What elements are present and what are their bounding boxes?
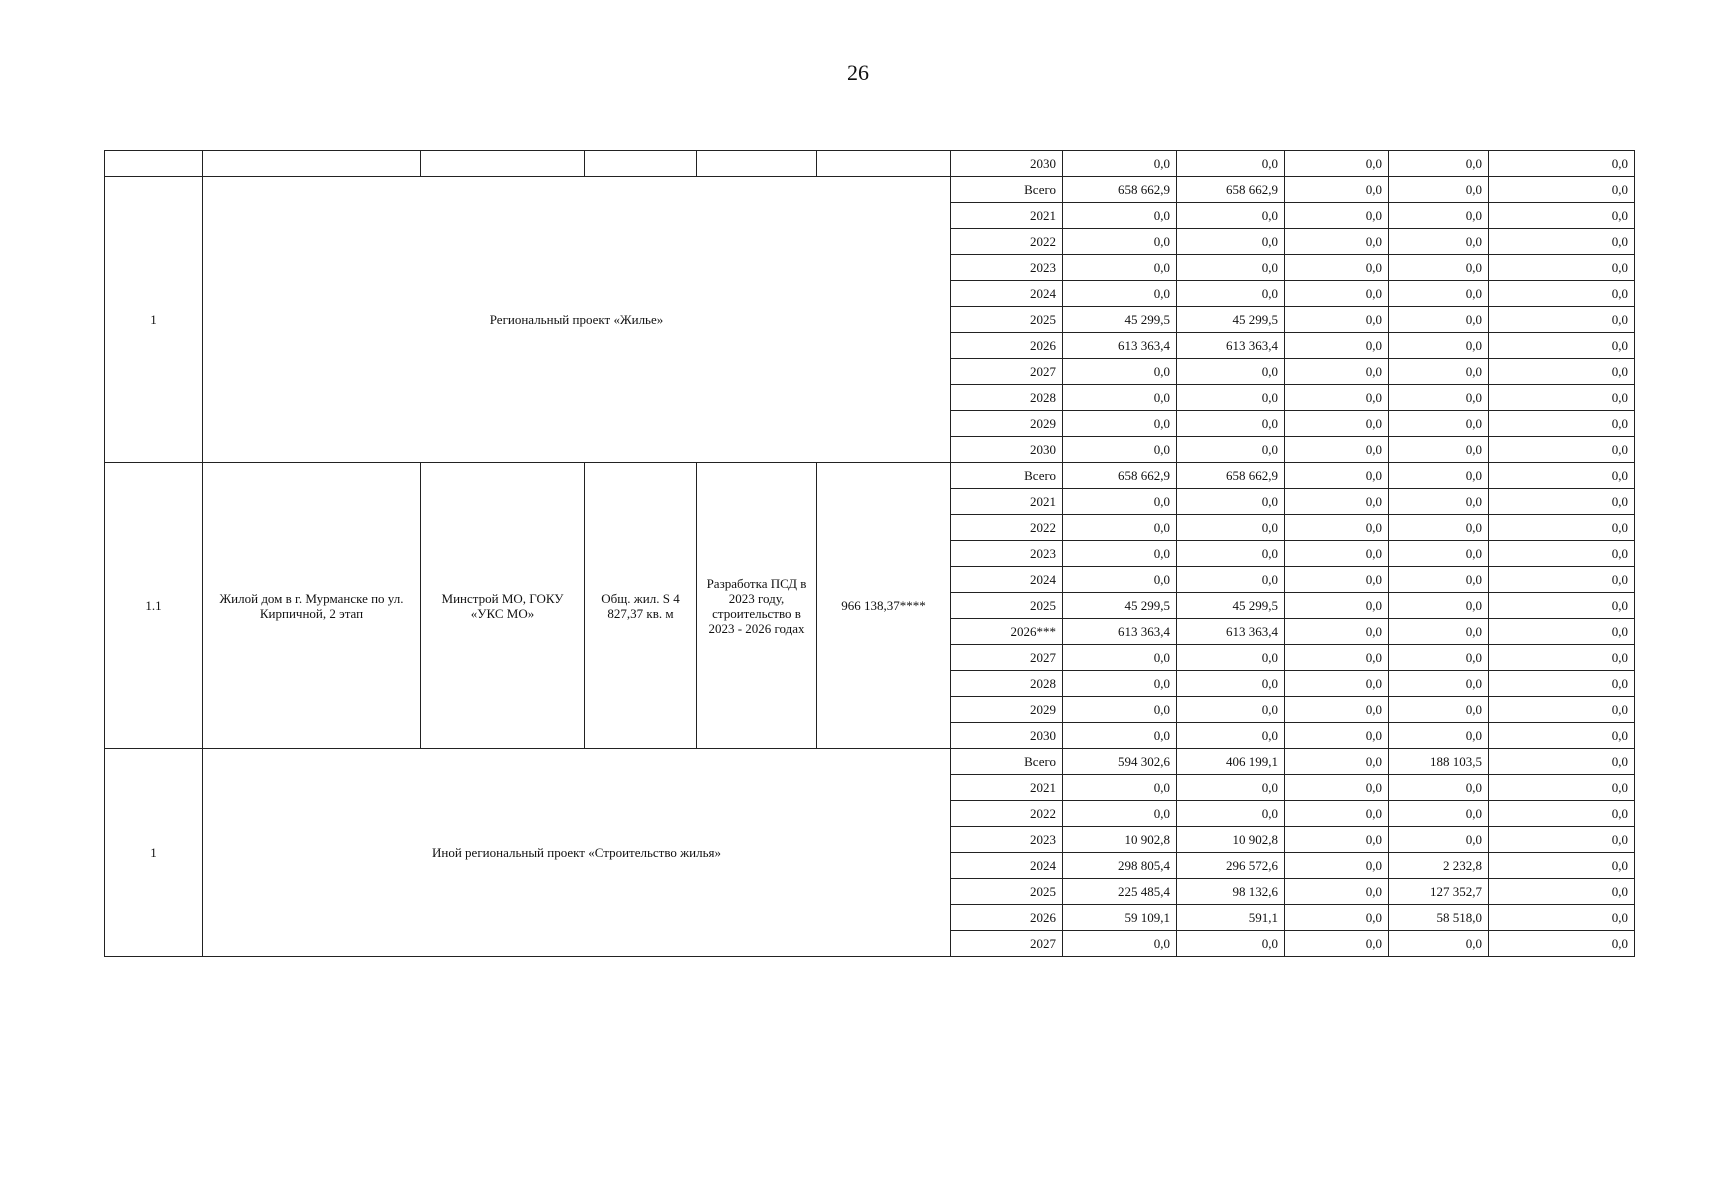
- amount-cell: 0,0: [1489, 697, 1635, 723]
- amount-cell: 45 299,5: [1063, 593, 1177, 619]
- amount-cell: 0,0: [1489, 671, 1635, 697]
- year-cell: 2021: [951, 489, 1063, 515]
- amount-cell: 0,0: [1389, 697, 1489, 723]
- year-cell: 2030: [951, 437, 1063, 463]
- amount-cell: 0,0: [1285, 333, 1389, 359]
- amount-cell: 0,0: [1389, 333, 1489, 359]
- amount-cell: 0,0: [1177, 931, 1285, 957]
- executor: Минстрой МО, ГОКУ «УКС МО»: [421, 463, 585, 749]
- amount-cell: 0,0: [1489, 489, 1635, 515]
- year-cell: 2026: [951, 905, 1063, 931]
- row-number: 1: [105, 749, 203, 957]
- amount-cell: 0,0: [1285, 307, 1389, 333]
- amount-cell: 0,0: [1285, 255, 1389, 281]
- construction-period: Разработка ПСД в 2023 году, строительство в 2023 - 2026 годах: [697, 463, 817, 749]
- amount-cell: 0,0: [1177, 411, 1285, 437]
- amount-cell: 0,0: [1489, 203, 1635, 229]
- amount-cell: 0,0: [1063, 645, 1177, 671]
- amount-cell: 0,0: [1489, 307, 1635, 333]
- amount-cell: 0,0: [1285, 723, 1389, 749]
- amount-cell: 0,0: [1389, 645, 1489, 671]
- amount-cell: 0,0: [1489, 567, 1635, 593]
- amount-cell: 0,0: [1177, 515, 1285, 541]
- year-cell: 2022: [951, 801, 1063, 827]
- amount-cell: 0,0: [1389, 827, 1489, 853]
- amount-cell: 10 902,8: [1063, 827, 1177, 853]
- amount-cell: 0,0: [1489, 177, 1635, 203]
- amount-cell: 0,0: [1389, 411, 1489, 437]
- amount-cell: 658 662,9: [1063, 463, 1177, 489]
- empty-cell: [585, 151, 697, 177]
- amount-cell: 0,0: [1489, 619, 1635, 645]
- amount-cell: 0,0: [1489, 775, 1635, 801]
- year-cell: 2021: [951, 775, 1063, 801]
- amount-cell: 0,0: [1389, 723, 1489, 749]
- amount-cell: 0,0: [1063, 697, 1177, 723]
- amount-cell: 0,0: [1285, 853, 1389, 879]
- amount-cell: 0,0: [1285, 827, 1389, 853]
- amount-cell: 0,0: [1489, 931, 1635, 957]
- amount-cell: 0,0: [1489, 541, 1635, 567]
- year-cell: 2022: [951, 229, 1063, 255]
- amount-cell: 0,0: [1489, 827, 1635, 853]
- year-cell: 2029: [951, 411, 1063, 437]
- amount-cell: 0,0: [1063, 385, 1177, 411]
- project-row: [105, 177, 1635, 203]
- amount-cell: 0,0: [1063, 541, 1177, 567]
- year-cell: 2025: [951, 307, 1063, 333]
- amount-cell: 0,0: [1389, 489, 1489, 515]
- amount-cell: 0,0: [1489, 359, 1635, 385]
- amount-cell: 0,0: [1285, 879, 1389, 905]
- amount-cell: 0,0: [1063, 359, 1177, 385]
- amount-cell: 0,0: [1177, 255, 1285, 281]
- amount-cell: 0,0: [1063, 671, 1177, 697]
- amount-cell: 0,0: [1389, 801, 1489, 827]
- amount-cell: 0,0: [1489, 593, 1635, 619]
- amount-cell: 0,0: [1177, 203, 1285, 229]
- amount-cell: 0,0: [1177, 385, 1285, 411]
- year-cell: 2023: [951, 541, 1063, 567]
- amount-cell: 0,0: [1285, 151, 1389, 177]
- row-number: 1.1: [105, 463, 203, 749]
- amount-cell: 0,0: [1285, 463, 1389, 489]
- amount-cell: 127 352,7: [1389, 879, 1489, 905]
- amount-cell: 0,0: [1285, 671, 1389, 697]
- amount-cell: 0,0: [1063, 801, 1177, 827]
- amount-cell: 0,0: [1285, 489, 1389, 515]
- object-row: [105, 463, 1635, 489]
- amount-cell: 406 199,1: [1177, 749, 1285, 775]
- amount-cell: 0,0: [1063, 203, 1177, 229]
- year-cell: 2027: [951, 359, 1063, 385]
- amount-cell: 613 363,4: [1177, 619, 1285, 645]
- year-cell: 2023: [951, 255, 1063, 281]
- amount-cell: 0,0: [1285, 411, 1389, 437]
- amount-cell: 0,0: [1063, 437, 1177, 463]
- year-cell: 2026***: [951, 619, 1063, 645]
- amount-cell: 0,0: [1063, 931, 1177, 957]
- amount-cell: 0,0: [1489, 385, 1635, 411]
- amount-cell: 0,0: [1285, 359, 1389, 385]
- continuation-row: [105, 151, 1635, 177]
- year-cell: 2025: [951, 593, 1063, 619]
- year-cell: 2024: [951, 281, 1063, 307]
- amount-cell: 0,0: [1389, 515, 1489, 541]
- amount-cell: 0,0: [1389, 359, 1489, 385]
- amount-cell: 188 103,5: [1389, 749, 1489, 775]
- amount-cell: 0,0: [1489, 229, 1635, 255]
- empty-cell: [105, 151, 203, 177]
- amount-cell: 0,0: [1285, 229, 1389, 255]
- amount-cell: 594 302,6: [1063, 749, 1177, 775]
- amount-cell: 0,0: [1489, 411, 1635, 437]
- amount-cell: 0,0: [1063, 281, 1177, 307]
- year-cell: 2030: [951, 151, 1063, 177]
- amount-cell: 0,0: [1177, 541, 1285, 567]
- empty-cell: [697, 151, 817, 177]
- amount-cell: 0,0: [1489, 151, 1635, 177]
- amount-cell: 0,0: [1285, 281, 1389, 307]
- amount-cell: 0,0: [1063, 255, 1177, 281]
- year-cell: 2028: [951, 385, 1063, 411]
- year-cell: 2025: [951, 879, 1063, 905]
- amount-cell: 0,0: [1285, 931, 1389, 957]
- amount-cell: 0,0: [1389, 203, 1489, 229]
- amount-cell: 0,0: [1063, 775, 1177, 801]
- amount-cell: 0,0: [1389, 281, 1489, 307]
- amount-cell: 0,0: [1489, 463, 1635, 489]
- amount-cell: 0,0: [1285, 775, 1389, 801]
- year-cell: 2029: [951, 697, 1063, 723]
- amount-cell: 0,0: [1389, 463, 1489, 489]
- year-cell: 2028: [951, 671, 1063, 697]
- project-name: Иной региональный проект «Строительство жилья»: [203, 749, 951, 957]
- amount-cell: 45 299,5: [1063, 307, 1177, 333]
- amount-cell: 0,0: [1063, 229, 1177, 255]
- amount-cell: 0,0: [1389, 567, 1489, 593]
- amount-cell: 0,0: [1489, 801, 1635, 827]
- amount-cell: 298 805,4: [1063, 853, 1177, 879]
- amount-cell: 0,0: [1489, 853, 1635, 879]
- year-cell: Всего: [951, 463, 1063, 489]
- page-number: 26: [847, 60, 869, 85]
- amount-cell: 0,0: [1177, 775, 1285, 801]
- amount-cell: 0,0: [1177, 437, 1285, 463]
- year-cell: 2024: [951, 853, 1063, 879]
- amount-cell: 0,0: [1489, 281, 1635, 307]
- amount-cell: 613 363,4: [1063, 619, 1177, 645]
- amount-cell: 0,0: [1389, 229, 1489, 255]
- amount-cell: 0,0: [1489, 723, 1635, 749]
- amount-cell: 0,0: [1285, 619, 1389, 645]
- amount-cell: 0,0: [1389, 931, 1489, 957]
- amount-cell: 0,0: [1177, 281, 1285, 307]
- amount-cell: 0,0: [1389, 671, 1489, 697]
- amount-cell: 0,0: [1177, 697, 1285, 723]
- amount-cell: 658 662,9: [1063, 177, 1177, 203]
- amount-cell: 0,0: [1063, 411, 1177, 437]
- amount-cell: 0,0: [1285, 905, 1389, 931]
- row-number: 1: [105, 177, 203, 463]
- year-cell: 2026: [951, 333, 1063, 359]
- amount-cell: 10 902,8: [1177, 827, 1285, 853]
- amount-cell: 0,0: [1285, 567, 1389, 593]
- amount-cell: 0,0: [1389, 307, 1489, 333]
- amount-cell: 0,0: [1285, 593, 1389, 619]
- amount-cell: 0,0: [1177, 567, 1285, 593]
- amount-cell: 0,0: [1389, 385, 1489, 411]
- amount-cell: 0,0: [1177, 151, 1285, 177]
- project-name: Региональный проект «Жилье»: [203, 177, 951, 463]
- year-cell: 2027: [951, 931, 1063, 957]
- amount-cell: 0,0: [1177, 489, 1285, 515]
- amount-cell: 0,0: [1489, 905, 1635, 931]
- year-cell: 2022: [951, 515, 1063, 541]
- empty-cell: [421, 151, 585, 177]
- amount-cell: 613 363,4: [1063, 333, 1177, 359]
- amount-cell: 0,0: [1285, 515, 1389, 541]
- amount-cell: 98 132,6: [1177, 879, 1285, 905]
- amount-cell: 0,0: [1285, 645, 1389, 671]
- amount-cell: 0,0: [1489, 515, 1635, 541]
- amount-cell: 0,0: [1285, 437, 1389, 463]
- amount-cell: 0,0: [1285, 697, 1389, 723]
- amount-cell: 0,0: [1285, 203, 1389, 229]
- estimated-cost: 966 138,37****: [817, 463, 951, 749]
- amount-cell: 0,0: [1063, 723, 1177, 749]
- amount-cell: 0,0: [1489, 255, 1635, 281]
- year-cell: 2030: [951, 723, 1063, 749]
- amount-cell: 0,0: [1489, 645, 1635, 671]
- object-name: Жилой дом в г. Мурманске по ул. Кирпичной, 2 этап: [203, 463, 421, 749]
- empty-cell: [817, 151, 951, 177]
- amount-cell: 2 232,8: [1389, 853, 1489, 879]
- amount-cell: 59 109,1: [1063, 905, 1177, 931]
- amount-cell: 0,0: [1177, 801, 1285, 827]
- amount-cell: 0,0: [1177, 229, 1285, 255]
- amount-cell: 0,0: [1063, 515, 1177, 541]
- amount-cell: 0,0: [1389, 619, 1489, 645]
- amount-cell: 45 299,5: [1177, 593, 1285, 619]
- amount-cell: 225 485,4: [1063, 879, 1177, 905]
- amount-cell: 0,0: [1177, 645, 1285, 671]
- amount-cell: 0,0: [1389, 177, 1489, 203]
- amount-cell: 0,0: [1285, 749, 1389, 775]
- year-cell: 2023: [951, 827, 1063, 853]
- amount-cell: 0,0: [1285, 801, 1389, 827]
- amount-cell: 658 662,9: [1177, 463, 1285, 489]
- year-cell: 2024: [951, 567, 1063, 593]
- amount-cell: 0,0: [1063, 567, 1177, 593]
- amount-cell: 0,0: [1063, 489, 1177, 515]
- amount-cell: 0,0: [1177, 671, 1285, 697]
- amount-cell: 0,0: [1489, 879, 1635, 905]
- amount-cell: 613 363,4: [1177, 333, 1285, 359]
- year-cell: Всего: [951, 177, 1063, 203]
- amount-cell: 0,0: [1177, 723, 1285, 749]
- year-cell: 2021: [951, 203, 1063, 229]
- amount-cell: 0,0: [1285, 541, 1389, 567]
- amount-cell: 0,0: [1389, 775, 1489, 801]
- amount-cell: 0,0: [1063, 151, 1177, 177]
- amount-cell: 0,0: [1285, 385, 1389, 411]
- amount-cell: 0,0: [1389, 255, 1489, 281]
- amount-cell: 591,1: [1177, 905, 1285, 931]
- amount-cell: 45 299,5: [1177, 307, 1285, 333]
- amount-cell: 0,0: [1389, 151, 1489, 177]
- budget-table: [104, 150, 1635, 957]
- empty-cell: [203, 151, 421, 177]
- amount-cell: 58 518,0: [1389, 905, 1489, 931]
- amount-cell: 0,0: [1489, 437, 1635, 463]
- amount-cell: 0,0: [1489, 333, 1635, 359]
- amount-cell: 0,0: [1177, 359, 1285, 385]
- amount-cell: 0,0: [1285, 177, 1389, 203]
- project-row: [105, 749, 1635, 775]
- amount-cell: 0,0: [1389, 437, 1489, 463]
- year-cell: Всего: [951, 749, 1063, 775]
- amount-cell: 0,0: [1389, 593, 1489, 619]
- amount-cell: 0,0: [1389, 541, 1489, 567]
- year-cell: 2027: [951, 645, 1063, 671]
- amount-cell: 296 572,6: [1177, 853, 1285, 879]
- amount-cell: 0,0: [1489, 749, 1635, 775]
- amount-cell: 658 662,9: [1177, 177, 1285, 203]
- capacity: Общ. жил. S 4 827,37 кв. м: [585, 463, 697, 749]
